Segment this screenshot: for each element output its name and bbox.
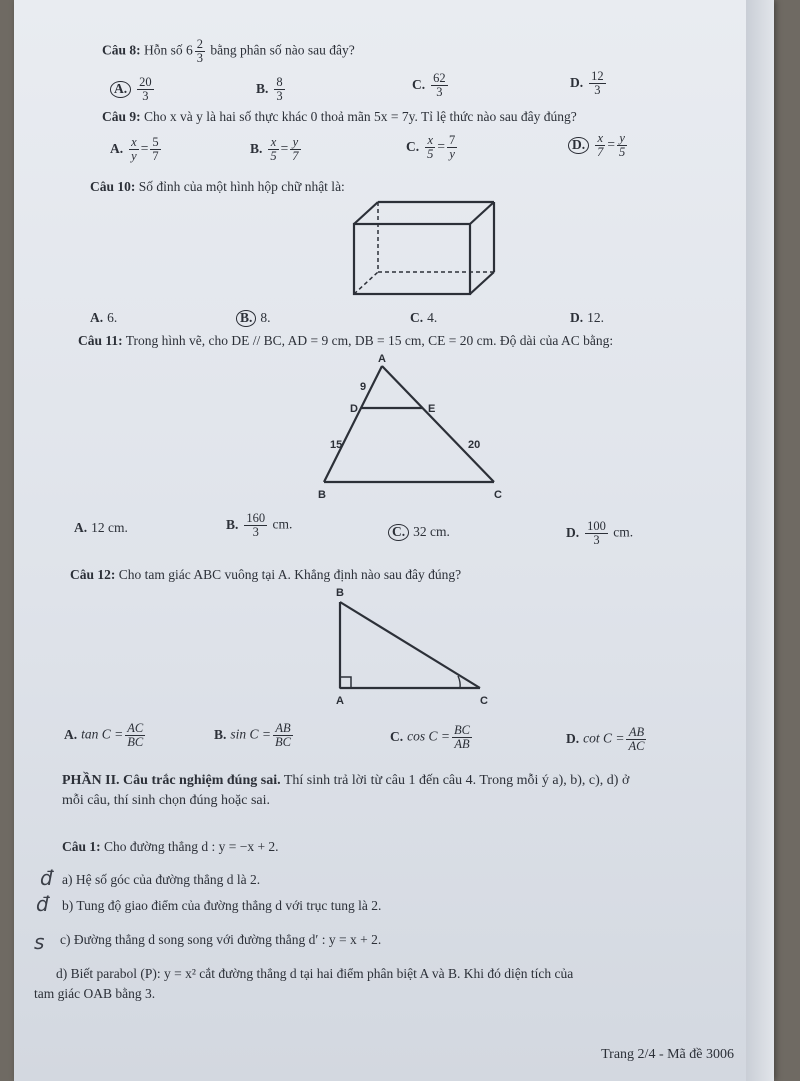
- q8-text-after: bằng phân số nào sau đây?: [210, 42, 355, 58]
- q12-option-d[interactable]: [566, 726, 648, 753]
- q8-option-d[interactable]: [570, 70, 608, 97]
- page-edge: [746, 0, 774, 1081]
- vertex-b-label: B: [336, 587, 344, 599]
- part2-heading: PHẦN II. Câu trắc nghiệm đúng sai.: [62, 773, 281, 788]
- q12-c-fn: cos C =: [407, 728, 450, 744]
- q11-option-d-letter: D.: [566, 524, 580, 540]
- q10-option-d-letter: D.: [570, 310, 584, 325]
- box-front-face: [354, 224, 470, 294]
- q10-text: Số đỉnh của một hình hộp chữ nhật là:: [138, 179, 345, 194]
- q11-option-b[interactable]: [226, 512, 292, 539]
- q12-b-fn: sin C =: [230, 726, 272, 742]
- q8-option-c[interactable]: [412, 72, 450, 99]
- q10-a-value: 6.: [107, 310, 118, 325]
- q12-d-den: AC: [628, 739, 645, 754]
- q9-option-d-letter: D.: [568, 137, 589, 154]
- q8-mixed-den: 3: [196, 51, 204, 66]
- q9-label: Câu 9:: [102, 109, 141, 124]
- vertex-a-label: A: [378, 353, 386, 365]
- q8-stem: [102, 38, 355, 65]
- q9-d-lnum: x: [595, 132, 605, 146]
- segment-bc: [340, 602, 480, 688]
- box-edge: [470, 272, 494, 294]
- q8-option-b-letter: B.: [256, 80, 269, 96]
- q9-a-lnum: x: [131, 135, 137, 149]
- q11-text: Trong hình vẽ, cho DE // BC, AD = 9 cm, DB = 15 cm, CE = 20 cm. Độ dài của AC bằng:: [125, 333, 614, 348]
- q11-d-unit: cm.: [613, 524, 634, 540]
- q9-d-lden: 7: [597, 145, 604, 160]
- handwritten-mark-a: đ: [40, 866, 53, 890]
- q9-b-lden: 5: [270, 149, 277, 164]
- part2-text2: mỗi câu, thí sinh chọn đúng hoặc sai.: [62, 793, 271, 808]
- q10-b-value: 8.: [260, 310, 271, 325]
- p2q1-item-b[interactable]: [62, 898, 381, 914]
- q9-d-rnum: y: [617, 132, 627, 146]
- q11-option-a[interactable]: [74, 520, 128, 536]
- q12-d-fn: cot C =: [583, 730, 625, 746]
- p2q1-item-d-continued: [34, 986, 155, 1002]
- box-edge: [354, 202, 378, 224]
- q11-a-value: 12 cm.: [91, 520, 128, 535]
- q9-option-a-letter: A.: [110, 140, 124, 156]
- q8-c-num: 62: [433, 71, 446, 85]
- segment-ac: [382, 366, 494, 482]
- segment-ab: [324, 366, 382, 482]
- q10-option-b[interactable]: [236, 310, 271, 327]
- q10-option-a-letter: A.: [90, 310, 104, 325]
- q9-d-rden: 5: [619, 145, 626, 160]
- q8-option-a[interactable]: [110, 76, 156, 103]
- q9-stem: [102, 108, 577, 126]
- q11-b-den: 3: [252, 525, 259, 540]
- p2q1-item-a-text: a) Hệ số góc của đường thẳng d là 2.: [62, 872, 261, 887]
- p2q1-item-d[interactable]: [56, 966, 573, 982]
- q8-mixed-num: 2: [196, 37, 204, 51]
- q11-d-den: 3: [593, 533, 600, 548]
- q8-b-num: 8: [276, 75, 283, 89]
- q11-d-num: 100: [587, 519, 606, 533]
- q9-c-lnum: x: [425, 134, 435, 148]
- q8-a-num: 20: [139, 75, 152, 89]
- q11-stem: [78, 332, 613, 350]
- q12-option-c[interactable]: [390, 724, 474, 751]
- q12-label: Câu 12:: [70, 567, 116, 582]
- q8-mixed-fraction: [195, 38, 205, 65]
- rectangular-box-figure: [334, 196, 509, 302]
- q12-d-num: AB: [626, 726, 646, 740]
- q8-text-before: Hỗn số 6: [144, 42, 193, 58]
- vertex-d-label: D: [350, 403, 358, 415]
- q12-stem: [70, 566, 461, 584]
- right-triangle-abc-figure: [310, 584, 500, 710]
- q8-label: Câu 8:: [102, 42, 141, 58]
- p2q1-item-c[interactable]: [60, 932, 381, 948]
- q9-a-lden: y: [131, 149, 137, 164]
- q9-option-b-letter: B.: [250, 140, 263, 156]
- q12-text: Cho tam giác ABC vuông tại A. Khẳng định nào sau đây đúng?: [118, 567, 462, 582]
- q11-option-c[interactable]: [388, 524, 450, 541]
- q9-option-a[interactable]: A. $\frac{x}{y}$ = $\frac{5}{7}$: [110, 135, 159, 164]
- p2q1-item-d-cont-text: tam giác OAB bằng 3.: [34, 986, 156, 1001]
- vertex-c-label: C: [480, 695, 488, 707]
- box-edge: [470, 202, 494, 224]
- p2q1-text: Cho đường thẳng d : y = −x + 2.: [104, 839, 279, 854]
- q11-b-num: 160: [246, 511, 266, 525]
- handwritten-mark-c: s: [34, 930, 45, 954]
- q12-option-d-letter: D.: [566, 730, 580, 746]
- q11-option-b-letter: B.: [226, 516, 239, 532]
- q8-option-a-letter: A.: [110, 81, 131, 98]
- q12-c-num: BC: [454, 723, 470, 737]
- q11-b-unit: cm.: [272, 516, 293, 532]
- box-hidden-edge: [354, 272, 378, 294]
- triangle-de-bc-figure: [304, 352, 524, 502]
- q12-option-b[interactable]: [214, 722, 295, 749]
- q11-option-c-letter: C.: [388, 524, 409, 541]
- q8-d-num: 12: [591, 69, 604, 83]
- q12-b-den: BC: [275, 735, 291, 750]
- p2q1-item-b-text: b) Tung độ giao điểm của đường thẳng d với trục tung là 2.: [62, 898, 382, 913]
- q12-a-num: AC: [127, 721, 144, 735]
- q9-b-rden: 7: [292, 149, 299, 164]
- part2-text1: Thí sinh trả lời từ câu 1 đến câu 4. Trong mỗi ý a), b), c), d) ở: [280, 773, 630, 788]
- q8-option-c-letter: C.: [412, 76, 426, 92]
- angle-c-mark: [458, 676, 460, 688]
- q9-b-lnum: x: [268, 136, 278, 150]
- exam-page: [14, 0, 774, 1081]
- q8-c-den: 3: [436, 85, 443, 100]
- q11-c-value: 32 cm.: [413, 524, 450, 539]
- q9-a-rden: 7: [152, 149, 159, 164]
- q9-c-rnum: 7: [449, 133, 456, 147]
- p2q1-item-a[interactable]: [62, 872, 260, 888]
- p2q1-item-c-text: c) Đường thẳng d song song với đường thẳng d′ : y = x + 2.: [60, 932, 382, 947]
- q11-option-d[interactable]: [566, 520, 633, 547]
- vertex-c-label: C: [494, 489, 502, 501]
- length-ad-label: 9: [360, 381, 367, 393]
- q12-c-den: AB: [454, 737, 470, 752]
- q9-c-rden: y: [449, 147, 455, 162]
- q12-a-den: BC: [127, 735, 144, 750]
- q9-c-lden: 5: [427, 147, 434, 162]
- p2q1-label: Câu 1:: [62, 839, 101, 854]
- q12-option-a-letter: A.: [64, 726, 78, 742]
- handwritten-mark-b: đ: [36, 892, 49, 916]
- page-footer: Trang 2/4 - Mã đề 3006: [601, 1047, 734, 1062]
- q10-option-c-letter: C.: [410, 310, 424, 325]
- part2-intro: [62, 772, 629, 791]
- part2-text2-line: [62, 792, 270, 811]
- q8-option-b[interactable]: [256, 76, 287, 103]
- q9-text: Cho x và y là hai số thực khác 0 thoả mãn 5x = 7y. Tỉ lệ thức nào sau đây đúng?: [144, 109, 577, 124]
- q11-label: Câu 11:: [78, 333, 123, 348]
- q10-d-value: 12.: [587, 310, 604, 325]
- q9-a-rnum: 5: [152, 135, 159, 149]
- q9-b-rnum: y: [290, 136, 300, 150]
- q9-option-d[interactable]: D. $\frac{x}{7}$ = $\frac{y}{5}$: [568, 132, 629, 159]
- length-ec-label: 20: [468, 439, 481, 451]
- q12-a-fn: tan C =: [81, 726, 124, 742]
- q10-option-d[interactable]: [570, 310, 604, 326]
- q12-option-b-letter: B.: [214, 726, 227, 742]
- vertex-b-label: B: [318, 489, 326, 501]
- q10-c-value: 4.: [427, 310, 438, 325]
- q9-option-c[interactable]: C. $\frac{x}{5}$ = $\frac{7}{y}$: [406, 133, 456, 162]
- q9-option-c-letter: C.: [406, 138, 420, 154]
- q10-stem: [90, 178, 345, 196]
- q8-b-den: 3: [276, 89, 283, 104]
- length-db-label: 15: [330, 439, 343, 451]
- q8-option-d-letter: D.: [570, 74, 584, 90]
- q12-b-num: AB: [273, 722, 293, 736]
- q10-option-b-letter: B.: [236, 310, 256, 327]
- q10-label: Câu 10:: [90, 179, 136, 194]
- p2q1-item-d-text: d) Biết parabol (P): y = x² cắt đường thẳng d tại hai điểm phân biệt A và B. Khi đó diện tích của: [56, 966, 574, 981]
- q12-option-a[interactable]: [64, 722, 147, 749]
- right-angle-mark: [340, 677, 351, 688]
- q9-option-b[interactable]: B. $\frac{x}{5}$ = $\frac{y}{7}$: [250, 135, 299, 164]
- p2q1-stem: [62, 838, 279, 856]
- q11-option-a-letter: A.: [74, 520, 88, 535]
- q12-option-c-letter: C.: [390, 728, 404, 744]
- q8-d-den: 3: [594, 83, 601, 98]
- vertex-a-label: A: [336, 695, 344, 707]
- q8-a-den: 3: [142, 89, 149, 104]
- vertex-e-label: E: [428, 403, 436, 415]
- q10-option-a[interactable]: [90, 310, 117, 326]
- q10-option-c[interactable]: [410, 310, 437, 326]
